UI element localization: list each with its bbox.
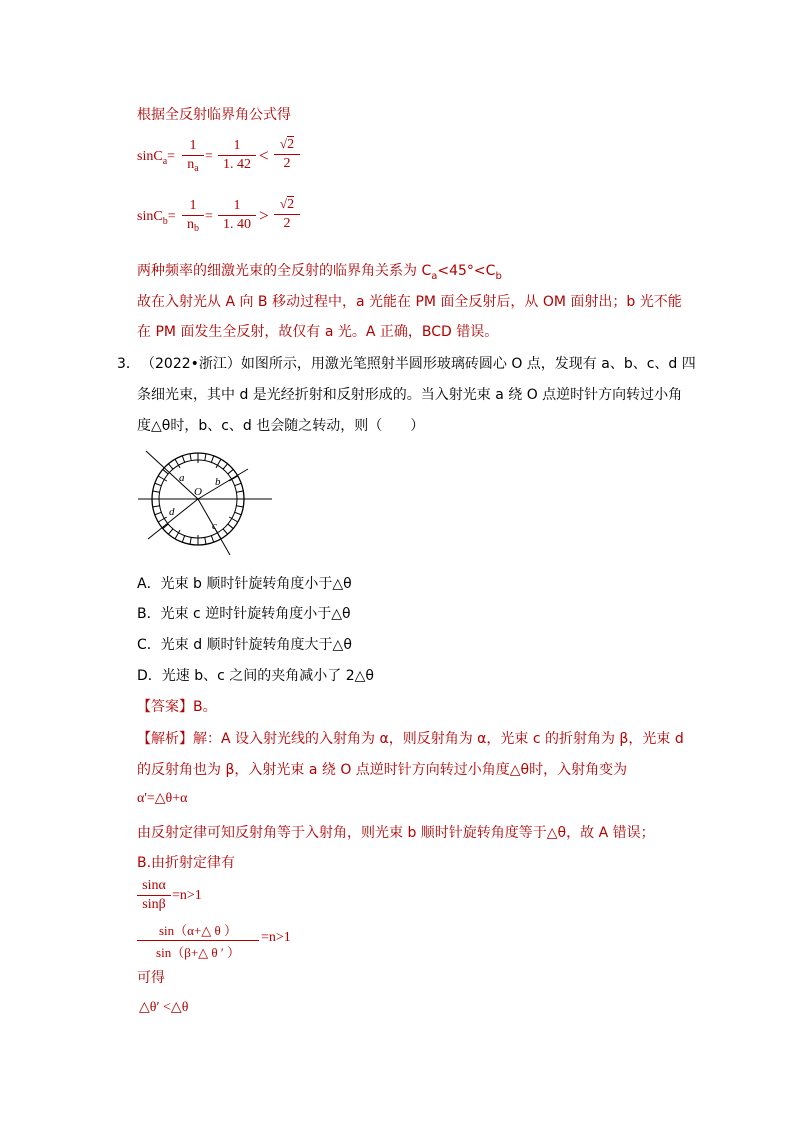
analysis-line-6: 可得 (137, 970, 165, 986)
equation-a-frac-3: √2 2 (274, 136, 300, 172)
equation-b-lhs: sinC$_b$= (137, 209, 176, 227)
question-line-2: 条细光束，其中 d 是光经折射和反射形成的。当入射光束 a 绕 O 点逆时针方向转过小角 (137, 387, 683, 403)
protractor-tick (182, 536, 184, 543)
option-a: A．光束 b 顺时针旋转角度小于△θ (137, 576, 352, 592)
label-b: b (215, 476, 221, 488)
question-line-3: 度△θ时，b、c、d 也会随之转动，则（ ） (137, 418, 425, 434)
protractor-tick (223, 464, 227, 469)
equation-a-frac-2: 1 1. 42 (218, 138, 256, 173)
label-a: a (179, 472, 185, 484)
protractor-tick (190, 537, 191, 544)
formula-intro: 根据全反射临界角公式得 (137, 107, 291, 123)
refraction-fraction-2: sin（α+△ θ ） sin（β+△ θ ′ ） (137, 920, 259, 961)
protractor-tick (235, 483, 242, 485)
analysis-line-7: △θ′ <△θ (139, 1000, 189, 1015)
analysis-line-5: B.由折射定律有 (137, 855, 236, 871)
conclusion-line-1: 故在入射光从 A 向 B 移动过程中，a 光能在 PM 面全反射后，从 OM 面射出；b 光不能 (137, 294, 682, 310)
beam-a (146, 451, 198, 499)
protractor-tick (236, 506, 243, 507)
protractor-tick (182, 456, 184, 463)
protractor-tick (211, 536, 213, 543)
analysis-line-2: 的反射角也为 β，入射光束 a 绕 O 点逆时针方向转过小角度△θ时，入射角变为 (137, 762, 628, 778)
equation-b-frac-1: 1 $n_b$ (182, 198, 204, 233)
protractor-tick (228, 524, 233, 528)
equation-a-frac-1: 1 $n_a$ (182, 138, 204, 173)
protractor-tick (235, 512, 242, 514)
option-b: B．光束 c 逆时针旋转角度小于△θ (137, 606, 351, 622)
analysis-line-4: 由反射定律可知反射角等于入射角，则光束 b 顺时针旋转角度等于△θ，故 A 错误； (137, 825, 655, 841)
label-d: d (169, 506, 175, 518)
answer: 【答案】B。 (137, 699, 217, 715)
equation-b-frac-3: √2 2 (274, 196, 300, 232)
equation-b-frac-2: 1 1. 40 (218, 198, 256, 233)
label-origin: O (194, 486, 202, 498)
protractor-tick (205, 454, 206, 461)
protractor-tick (236, 491, 243, 492)
protractor-tick (228, 469, 233, 473)
protractor-tick (155, 483, 162, 485)
equation-a-lhs: sinC$_a$= (137, 149, 176, 167)
refraction-fraction-1: sinα sinβ (137, 878, 171, 913)
option-d: D．光速 b、c 之间的夹角减小了 2△θ (137, 668, 374, 684)
question-number: 3． (117, 356, 140, 372)
equation-b-relation: > (259, 206, 269, 225)
protractor-tick (223, 529, 227, 534)
protractor-tick (155, 512, 162, 514)
refraction-fraction-2-rhs: =n>1 (261, 930, 291, 945)
analysis-line-1: 【解析】解：A 设入射光线的入射角为 α，则反射角为 α，光束 c 的折射角为 β，光束 d (137, 731, 684, 747)
label-c: c (212, 520, 217, 532)
protractor-tick (211, 456, 213, 463)
glass-semicircle-figure (138, 447, 278, 559)
question-line-1: （2022•浙江）如图所示，用激光笔照射半圆形玻璃砖圆心 O 点，发现有 a、b、c、d 四 (141, 356, 696, 372)
protractor-tick (190, 454, 191, 461)
protractor-tick (153, 491, 160, 492)
refraction-fraction-1-rhs: =n>1 (172, 888, 202, 903)
option-c: C．光束 d 顺时针旋转角度大于△θ (137, 637, 352, 653)
equation-a-eq2: = (205, 149, 213, 164)
equation-b-eq2: = (205, 209, 213, 224)
beam-d (148, 499, 198, 539)
conclusion-line-2: 在 PM 面发生全反射，故仅有 a 光。A 正确，BCD 错误。 (137, 324, 499, 340)
protractor-tick (168, 464, 172, 469)
protractor-tick (153, 506, 160, 507)
protractor-tick (205, 537, 206, 544)
equation-a-relation: < (259, 146, 269, 165)
protractor-tick (168, 529, 172, 534)
analysis-line-3: α'=△θ+α (137, 791, 188, 806)
critical-angle-relation: 两种频率的细激光束的全反射的临界角关系为 $C_a<45^\circ<C_b$ (137, 263, 502, 282)
